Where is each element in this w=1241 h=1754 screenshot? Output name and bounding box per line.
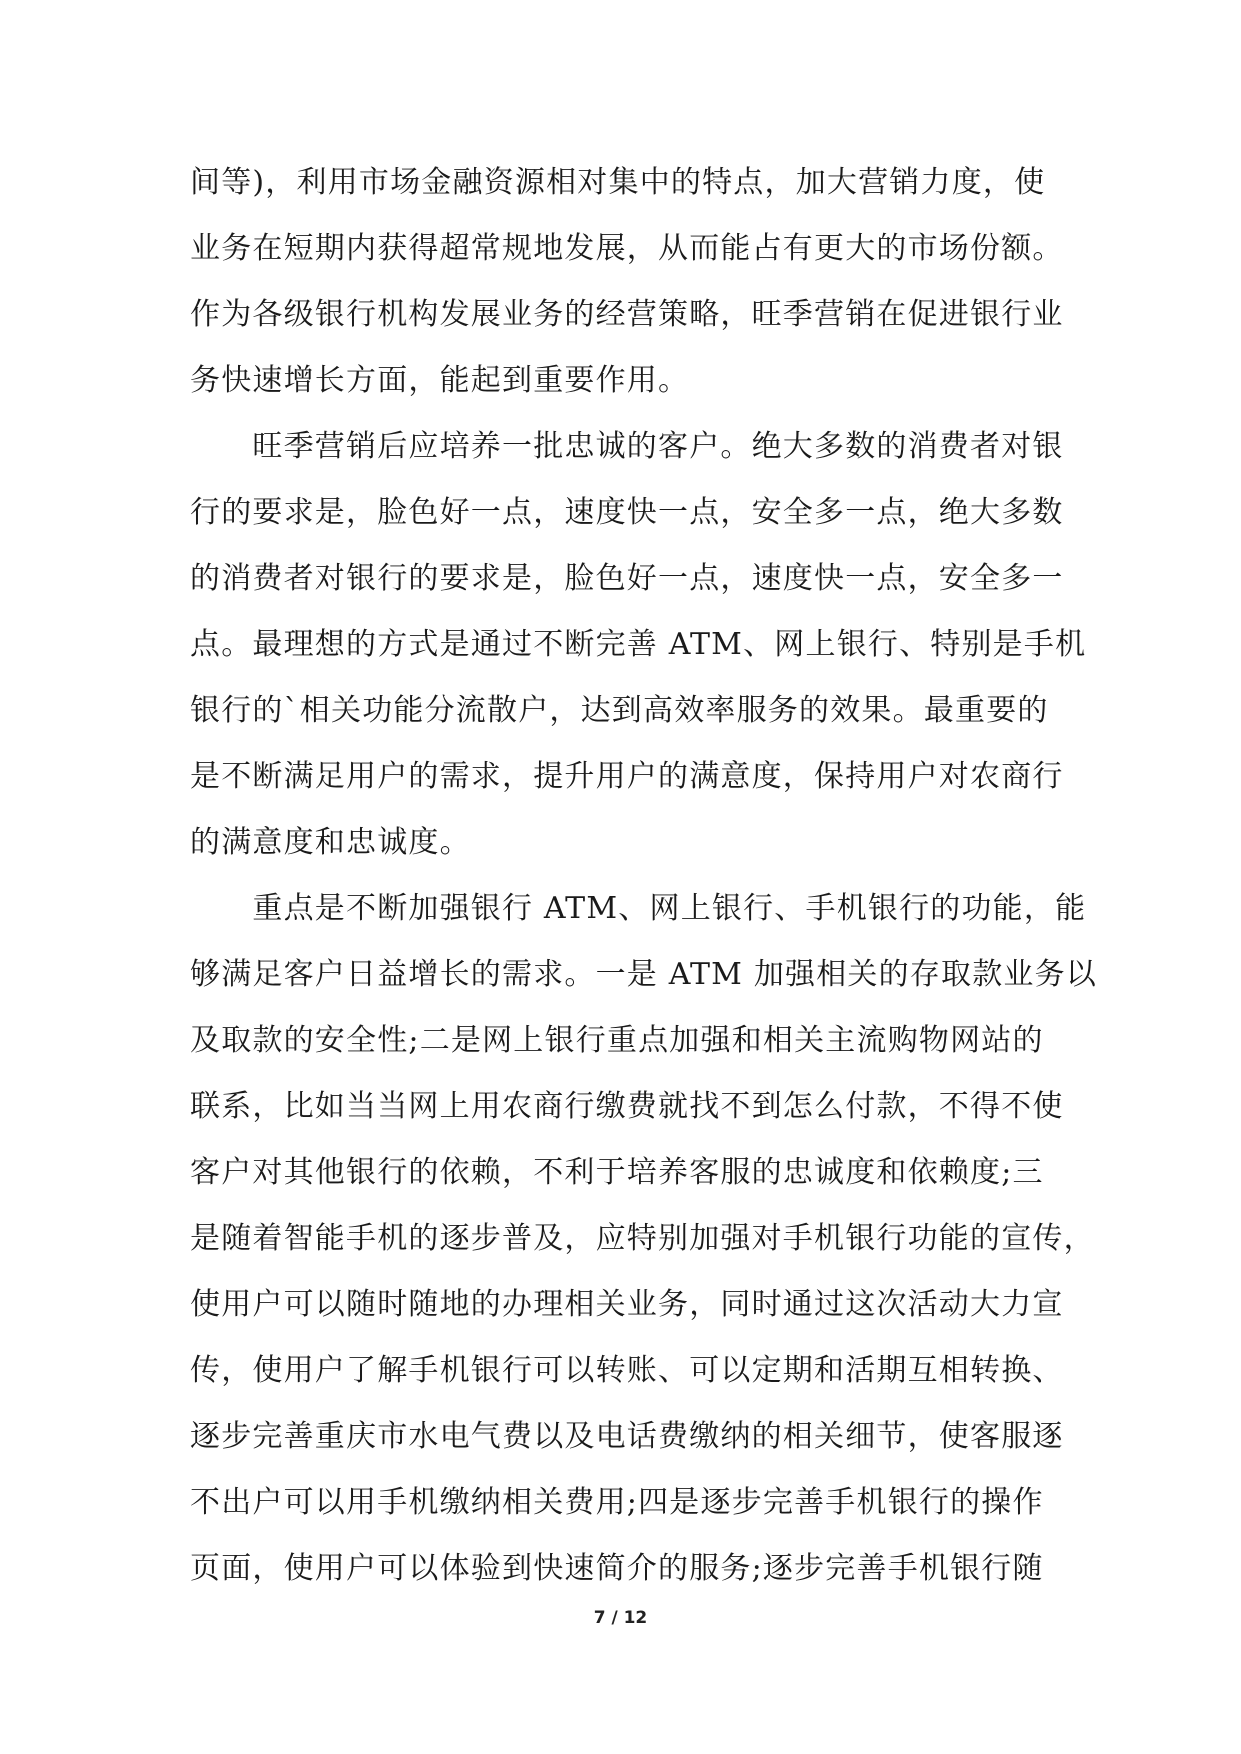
text-line: 行的要求是，脸色好一点，速度快一点，安全多一点，绝大多数 [190,495,1064,530]
text-line: 务快速增长方面，能起到重要作用。 [190,363,690,398]
text-line: 旺季营销后应培养一批忠诚的客户。绝大多数的消费者对银 [190,429,1064,464]
text-line: 使用户可以随时随地的办理相关业务，同时通过这次活动大力宣 [190,1287,1064,1322]
text-line: 够满足客户日益增长的需求。一是 ATM 加强相关的存取款业务以 [190,957,1098,992]
text-line: 间等)，利用市场金融资源相对集中的特点，加大营销力度，使 [190,165,1046,200]
text-line: 页面，使用户可以体验到快速简介的服务;逐步完善手机银行随 [190,1551,1044,1586]
page-number: 7 / 12 [593,1608,648,1628]
text-line: 逐步完善重庆市水电气费以及电话费缴纳的相关细节，使客服逐 [190,1419,1064,1454]
text-line: 是随着智能手机的逐步普及，应特别加强对手机银行功能的宣传， [190,1221,1095,1256]
text-line: 作为各级银行机构发展业务的经营策略，旺季营销在促进银行业 [190,297,1064,332]
text-line: 业务在短期内获得超常规地发展，从而能占有更大的市场份额。 [190,231,1064,266]
text-line: 不出户可以用手机缴纳相关费用;四是逐步完善手机银行的操作 [190,1485,1044,1520]
text-line: 传，使用户了解手机银行可以转账、可以定期和活期互相转换、 [190,1353,1064,1388]
text-line: 的消费者对银行的要求是，脸色好一点，速度快一点，安全多一 [190,561,1064,596]
text-line: 联系，比如当当网上用农商行缴费就找不到怎么付款，不得不使 [190,1089,1064,1124]
text-line: 及取款的安全性;二是网上银行重点加强和相关主流购物网站的 [190,1023,1044,1058]
text-line: 的满意度和忠诚度。 [190,825,471,860]
text-line: 银行的`相关功能分流散户，达到高效率服务的效果。最重要的 [190,693,1049,728]
text-line: 客户对其他银行的依赖，不利于培养客服的忠诚度和依赖度;三 [190,1155,1044,1190]
text-line: 重点是不断加强银行 ATM、网上银行、手机银行的功能，能 [190,891,1087,926]
text-line: 点。最理想的方式是通过不断完善 ATM、网上银行、特别是手机 [190,627,1087,662]
text-line: 是不断满足用户的需求，提升用户的满意度，保持用户对农商行 [190,759,1064,794]
